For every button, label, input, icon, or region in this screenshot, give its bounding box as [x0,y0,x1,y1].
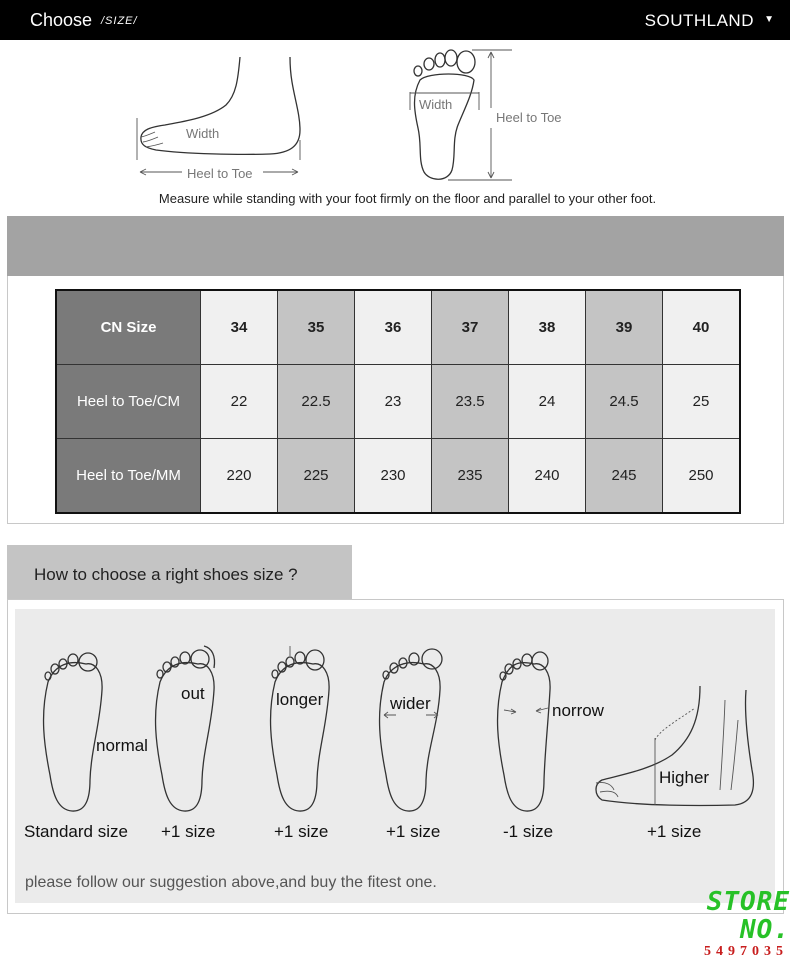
wider-foot-icon [380,649,442,811]
table-cell: 245 [586,439,663,514]
foot-tag-normal: normal [96,736,148,755]
heel-to-toe-label-side: Heel to Toe [187,166,253,181]
foot-tag-higher: Higher [659,768,710,787]
table-cell: 35 [278,290,355,365]
table-cell: 230 [355,439,432,514]
table-cell: 23.5 [432,365,509,439]
store-number: 5497035 [704,944,788,959]
store-label: STORE NO. [706,887,790,945]
size-label-wider: +1 size [386,822,441,841]
table-cell: 25 [663,365,741,439]
choose-title: Choose [30,10,93,30]
foot-tag-norrow: norrow [552,701,604,720]
foot-tag-out: out [181,684,205,703]
table-cell: 22.5 [278,365,355,439]
chevron-down-icon[interactable]: ▼ [764,14,774,25]
foot-tag-longer: longer [276,690,324,709]
size-subtitle: /SIZE/ [101,15,138,27]
row-header: Heel to Toe/MM [56,439,201,514]
side-foot-icon [137,57,300,175]
suggestion-tip: please follow our suggestion above,and buy the fitest one. [25,874,437,891]
header-bar [0,0,790,40]
table-cell: 250 [663,439,741,514]
row-header: Heel to Toe/CM [56,365,201,439]
row-header: CN Size [56,290,201,365]
table-cell: 23 [355,365,432,439]
table-cell: 38 [509,290,586,365]
table-cell: 22 [201,365,278,439]
size-table [55,289,741,514]
width-label-top: Width [419,97,453,112]
table-cell: 37 [432,290,509,365]
narrow-foot-icon [498,652,551,811]
size-label-longer: +1 size [274,822,329,841]
table-cell: 24 [509,365,586,439]
table-cell: 240 [509,439,586,514]
table-cell: 235 [432,439,509,514]
width-label-side: Width [186,126,220,141]
table-cell: 40 [663,290,741,365]
foot-tag-wider: wider [390,694,431,713]
longer-foot-icon [271,646,330,811]
table-row [56,365,740,439]
size-label-higher: +1 size [647,822,702,841]
store-watermark [666,888,790,960]
table-cell: 39 [586,290,663,365]
table-cell: 24.5 [586,365,663,439]
size-chart-header-band [7,216,784,276]
heel-to-toe-label-top: Heel to Toe [496,110,562,125]
normal-foot-icon [44,653,103,811]
measurement-illustration [0,40,790,215]
how-to-choose-tab [7,545,352,599]
table-cell: 36 [355,290,432,365]
table-cell: 220 [201,439,278,514]
how-to-choose-title: How to choose a right shoes size ? [34,565,298,584]
table-row [56,290,740,365]
table-row [56,439,740,514]
table-cell: 225 [278,439,355,514]
size-label-narrow: -1 size [503,822,554,841]
brand-menu[interactable]: SOUTHLAND [644,11,754,30]
size-label-out: +1 size [161,822,216,841]
out-foot-icon [156,646,215,811]
measure-instruction: Measure while standing with your foot firmly on the floor and parallel to your other foot. [158,191,657,206]
size-label-standard: Standard size [24,822,128,841]
foot-types-illustration [0,600,790,840]
table-cell: 34 [201,290,278,365]
